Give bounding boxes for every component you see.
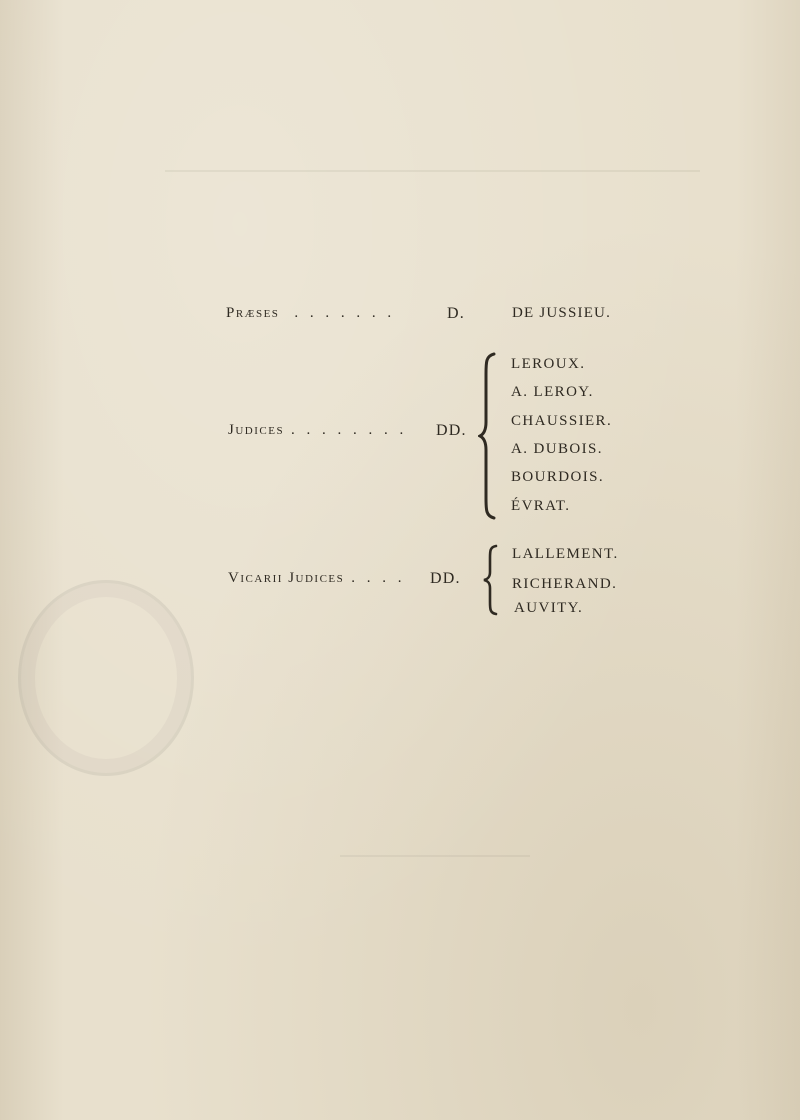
- leader-dots: . . . .: [351, 570, 406, 586]
- judex-name: BOURDOIS.: [511, 469, 605, 485]
- praeses-label: Præses: [226, 305, 280, 321]
- judices-title: DD.: [436, 422, 467, 439]
- vicarius-name: AUVITY.: [514, 600, 584, 616]
- judices-brace: [478, 352, 500, 520]
- praeses-row: [226, 305, 395, 322]
- vicarii-label: Vicarii Judices: [228, 570, 345, 586]
- judex-name: A. DUBOIS.: [511, 441, 603, 457]
- vicarius-name: RICHERAND.: [512, 576, 618, 592]
- judices-label: Judices: [228, 422, 285, 438]
- judex-name: CHAUSSIER.: [511, 413, 613, 429]
- judex-name: A. LEROY.: [511, 384, 594, 400]
- bleed-through-rule: [165, 170, 700, 172]
- bleed-through-rule: [340, 855, 530, 857]
- vicarii-title: DD.: [430, 570, 461, 587]
- vicarius-name: LALLEMENT.: [512, 546, 619, 562]
- judex-name: LEROUX.: [511, 356, 586, 372]
- library-stamp-ghost: [18, 580, 194, 776]
- leader-dots: . . . . . . .: [294, 305, 396, 321]
- judices-row: [228, 422, 407, 439]
- judex-name: ÉVRAT.: [511, 498, 571, 514]
- vicarii-brace: [482, 544, 500, 616]
- leader-dots: . . . . . . . .: [291, 422, 408, 438]
- praeses-title: D.: [447, 305, 465, 322]
- praeses-name: DE JUSSIEU.: [512, 305, 612, 321]
- vicarii-row: [228, 570, 405, 587]
